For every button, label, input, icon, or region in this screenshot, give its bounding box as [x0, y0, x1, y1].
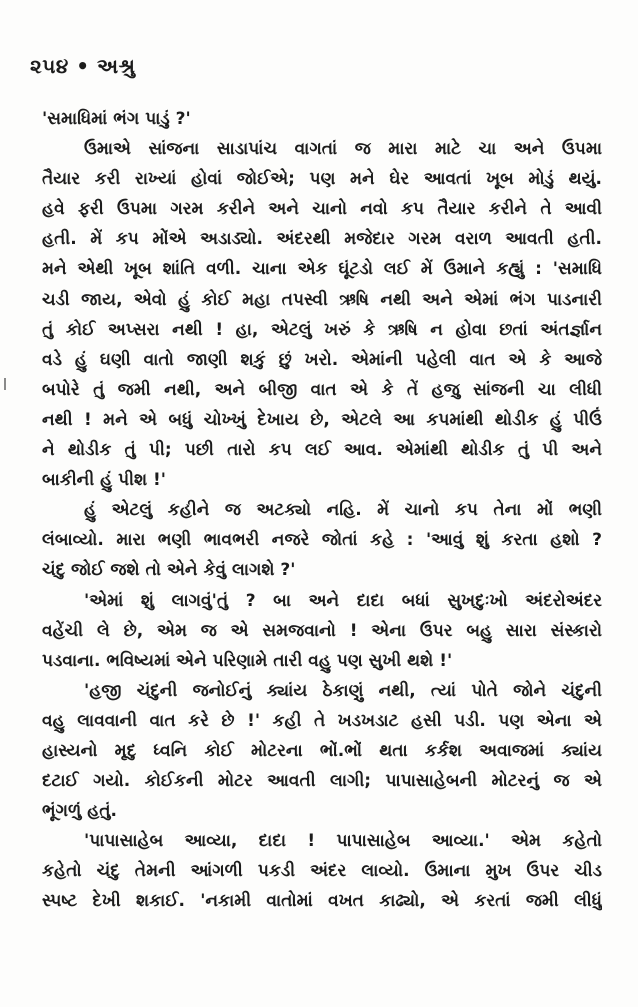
text-line-content: હું એટલું કહીને જ અટક્યો નહિ. મેં ચાનો કપ તેના મોં ભણી: [84, 500, 602, 521]
text-line: [42, 616, 602, 646]
running-header: [30, 54, 135, 78]
text-line: [42, 164, 602, 194]
text-line-content: 'હજી ચંદુની જનોઈનું ક્યાંય ઠેકાણું નથી, ત્યાં પોતે જોને ચંદુની: [84, 680, 602, 701]
text-line: [42, 676, 602, 706]
text-line-content: વહેંચી લે છે, એમ જ એ સમજવાનો ! એના ઉપર બહુ સારા સંસ્કારો: [42, 620, 602, 641]
text-line-content: કહેતો ચંદુ તેમની આંગળી પકડી અંદર લાવ્યો. ઉમાના મુખ ઉપર ચીડ: [42, 861, 602, 882]
header-separator: •: [76, 54, 90, 78]
text-line-content: 'પાપાસાહેબ આવ્યા, દાદા ! પાપાસાહેબ આવ્યા.' એમ કહેતો: [84, 831, 602, 852]
text-line: [42, 886, 602, 916]
text-line: [42, 826, 602, 856]
text-line-content: 'એમાં શું લાગવું'તું ? બા અને દાદા બધાં સુખદુઃખો અંદરોઅંદર: [84, 590, 602, 611]
text-line: [42, 285, 602, 315]
text-line: [42, 495, 602, 525]
book-title: અશ્રુ: [97, 54, 136, 78]
text-line-content: વડે હું ઘણી વાતો જાણી શકું છું ખરો. એમાંની પહેલી વાત એ કે આજે: [42, 349, 602, 370]
text-line-content: મને એથી ખૂબ શાંતિ વળી. ચાના એક ઘૂંટડો લઈ મેં ઉમાને કહ્યું : 'સમાધિ: [42, 259, 602, 280]
text-line-content: હવે ફરી ઉપમા ગરમ કરીને અને ચાનો નવો કપ તૈયાર કરીને તે આવી: [42, 199, 602, 220]
text-line-content: દટાઈ ગયો. કોઈકની મોટર આવતી લાગી; પાપાસાહેબની મોટરનું જ એ: [42, 771, 602, 792]
text-line: [42, 315, 602, 345]
text-line: [42, 375, 602, 405]
text-line: [42, 104, 602, 134]
text-line-content: લંબાવ્યો. મારા ભણી ભાવભરી નજરે જોતાં કહે : 'આવું શું કરતા હશો ?: [42, 530, 602, 551]
page-number: ૨૫૪: [30, 54, 69, 78]
text-line: [42, 796, 602, 826]
text-line-content: તું કોઈ અપ્સરા નથી ! હા, એટલું ખરું કે ઋષિ ન હોવા છતાં અંતર્જ્ઞાન: [42, 319, 602, 340]
text-line-content: બાકીની હું પીશ !': [42, 470, 167, 491]
text-line: [42, 345, 602, 375]
text-line: [42, 134, 602, 164]
text-line: [42, 856, 602, 886]
text-line: [42, 555, 602, 585]
text-line-content: ને થોડીક તું પી; પછી તારો કપ લઈ આવ. એમાંથી થોડીક તું પી અને: [42, 440, 602, 461]
text-line-content: હતી. મેં કપ મોંએ અડાડ્યો. અંદરથી મજેદાર ગરમ વરાળ આવતી હતી.: [42, 229, 602, 250]
text-line: [42, 706, 602, 736]
text-line-content: ભૂંગળું હતું.: [42, 801, 118, 822]
text-line: [42, 766, 602, 796]
text-line: [42, 646, 602, 676]
text-line-content: ચંદુ જોઈ જશે તો એને કેવું લાગશે ?': [42, 560, 296, 581]
text-line: [42, 435, 602, 465]
text-line-content: બપોરે તું જમી નથી, અને બીજી વાત એ કે તેં હજુ સાંજની ચા લીધી: [42, 379, 602, 400]
text-line-content: વહુ લાવવાની વાત કરે છે !' કહી તે ખડખડાટ હસી પડી. પણ એના એ: [42, 710, 602, 731]
text-line: [42, 465, 602, 495]
text-line: [42, 254, 602, 284]
text-line: [42, 224, 602, 254]
text-line-content: ઉમાએ સાંજના સાડાપાંચ વાગતાં જ મારા માટે ચા અને ઉપમા: [84, 139, 602, 160]
text-line: [42, 405, 602, 435]
text-line-content: નથી ! મને એ બધું ચોખ્ખું દેખાય છે, એટલે આ કપમાંથી થોડીક હું પીઉં: [42, 409, 602, 430]
text-line: [42, 736, 602, 766]
text-line-content: સ્પષ્ટ દેખી શકાઈ. 'નકામી વાતોમાં વખત કાઢ્યો, એ કરતાં જમી લીધું: [42, 891, 602, 912]
body-text: [42, 104, 602, 917]
text-line: [42, 194, 602, 224]
text-line-content: ચડી જાય, એવો હું કોઈ મહા તપસ્વી ઋષિ નથી અને એમાં ભંગ પાડનારી: [42, 289, 602, 310]
text-line-content: 'સમાધિમાં ભંગ પાડું ?': [42, 109, 191, 129]
text-line-content: પડવાના. ભવિષ્યમાં એને પરિણામે તારી વહુ પણ સુખી થશે !': [42, 650, 453, 671]
text-line: [42, 525, 602, 555]
margin-mark: [4, 378, 6, 390]
text-line: [42, 586, 602, 616]
text-line-content: તૈયાર કરી રાખ્યાં હોવાં જોઈએ; પણ મને ઘેર આવતાં ખૂબ મોડું થયું.: [42, 169, 602, 190]
text-line-content: હાસ્યનો મૃદુ ધ્વનિ કોઈ મોટરના ભોં.ભોં થતા કર્કશ અવાજમાં ક્યાંય: [42, 740, 602, 761]
